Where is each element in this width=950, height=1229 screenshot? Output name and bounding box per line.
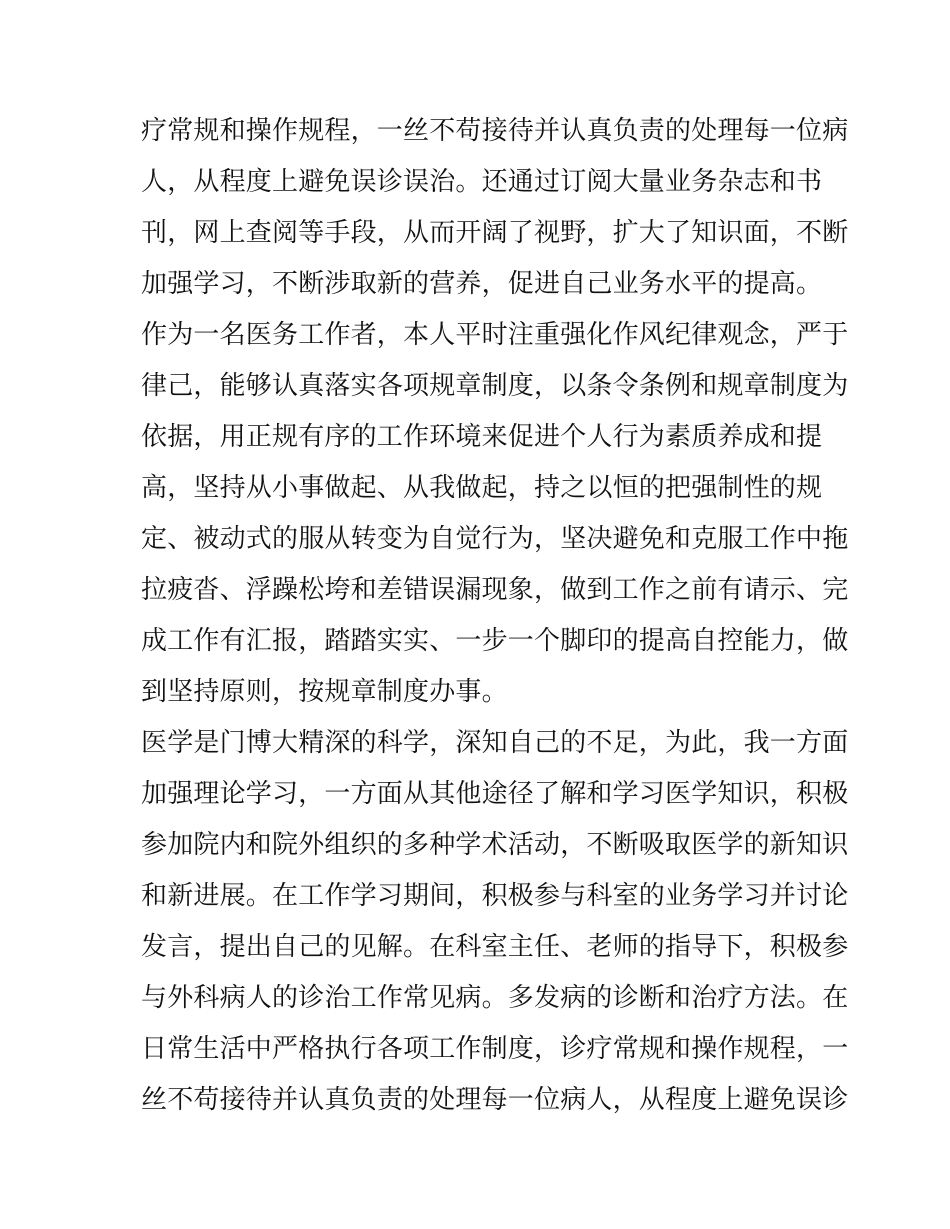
text-line: 成工作有汇报，踏踏实实、一步一个脚印的提高自控能力，做 bbox=[141, 626, 849, 656]
text-line: 拉疲沓、浮躁松垮和差错误漏现象，做到工作之前有请示、完 bbox=[141, 575, 849, 605]
text-line: 依据，用正规有序的工作环境来促进个人行为素质养成和提 bbox=[141, 422, 823, 452]
text-line: 参加院内和院外组织的多种学术活动，不断吸取医学的新知识 bbox=[141, 830, 849, 860]
text-line: 作为一名医务工作者，本人平时注重强化作风纪律观念，严于 bbox=[141, 320, 849, 350]
text-line: 高，坚持从小事做起、从我做起，持之以恒的把强制性的规 bbox=[141, 473, 823, 503]
text-line: 丝不苟接待并认真负责的处理每一位病人，从程度上避免误诊 bbox=[141, 1085, 849, 1115]
text-line: 发言，提出自己的见解。在科室主任、老师的指导下，积极参 bbox=[141, 932, 849, 962]
text-line: 律己，能够认真落实各项规章制度，以条令条例和规章制度为 bbox=[141, 371, 849, 401]
text-line: 人，从程度上避免误诊误治。还通过订阅大量业务杂志和书 bbox=[141, 167, 823, 197]
text-line: 刊，网上查阅等手段，从而开阔了视野，扩大了知识面，不断 bbox=[141, 218, 849, 248]
text-line: 与外科病人的诊治工作常见病。多发病的诊断和治疗方法。在 bbox=[141, 983, 849, 1013]
text-line: 加强学习，不断涉取新的营养，促进自己业务水平的提高。 bbox=[141, 269, 823, 299]
text-line: 到坚持原则，按规章制度办事。 bbox=[141, 677, 508, 707]
document-body bbox=[141, 106, 849, 1126]
text-line: 日常生活中严格执行各项工作制度，诊疗常规和操作规程，一 bbox=[141, 1034, 849, 1064]
text-line: 定、被动式的服从转变为自觉行为，坚决避免和克服工作中拖 bbox=[141, 524, 849, 554]
text-line: 医学是门博大精深的科学，深知自己的不足，为此，我一方面 bbox=[141, 728, 849, 758]
text-line: 加强理论学习，一方面从其他途径了解和学习医学知识，积极 bbox=[141, 779, 849, 809]
text-line: 和新进展。在工作学习期间，积极参与科室的业务学习并讨论 bbox=[141, 881, 849, 911]
text-line: 疗常规和操作规程，一丝不苟接待并认真负责的处理每一位病 bbox=[141, 116, 849, 146]
